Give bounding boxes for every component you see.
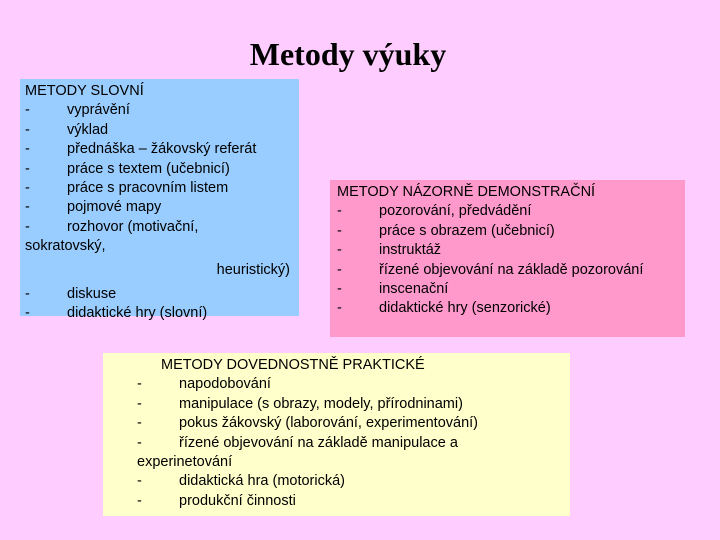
list-dash: - xyxy=(25,286,30,303)
list-item xyxy=(25,285,299,304)
list-dash: - xyxy=(25,180,30,197)
list-item xyxy=(25,140,299,159)
list-dash: - xyxy=(137,473,142,490)
list-item-text: didaktické hry (slovní) xyxy=(67,305,208,322)
list-dash: - xyxy=(25,160,30,177)
list-item-text: rozhovor (motivační, xyxy=(67,218,199,235)
list-item xyxy=(137,472,570,491)
list-dash: - xyxy=(25,199,30,216)
list-item-text: řízené objevování na základě pozorování xyxy=(379,261,644,278)
list-dash: - xyxy=(337,261,342,278)
list-item xyxy=(137,414,570,433)
practical-methods-heading: METODY DOVEDNOSTNĚ PRAKTICKÉ xyxy=(161,357,425,373)
list-item xyxy=(337,202,685,221)
list-item-text: pojmové mapy xyxy=(67,199,162,216)
list-dash: - xyxy=(137,415,142,432)
practical-methods-box xyxy=(103,353,570,516)
list-item-text: pokus žákovský (laborování, experimentování) xyxy=(179,415,479,432)
list-item-text: výklad xyxy=(67,121,109,138)
list-item xyxy=(25,121,299,140)
list-item xyxy=(337,280,685,299)
list-dash: - xyxy=(137,395,142,412)
list-dash: - xyxy=(337,222,342,239)
list-item-text: diskuse xyxy=(67,286,117,303)
list-item-text: práce s pracovním listem xyxy=(67,180,229,197)
list-item-text: řízené objevování na základě manipulace a xyxy=(179,434,458,451)
list-item-text: didaktická hra (motorická) xyxy=(179,473,345,490)
list-dash: - xyxy=(25,305,30,322)
list-item-text: produkční činnosti xyxy=(179,492,296,509)
visual-methods-heading: METODY NÁZORNĚ DEMONSTRAČNÍ xyxy=(337,184,596,200)
list-item xyxy=(337,241,685,260)
list-item xyxy=(25,101,299,120)
list-item xyxy=(337,222,685,241)
list-item-text: manipulace (s obrazy, modely, přírodninami) xyxy=(179,395,463,412)
list-dash: - xyxy=(137,376,142,393)
list-dash: - xyxy=(25,141,30,158)
list-item xyxy=(137,375,570,394)
list-item-text: napodobování xyxy=(179,376,271,393)
list-dash: - xyxy=(337,281,342,298)
list-item xyxy=(25,198,299,217)
list-dash: - xyxy=(137,434,142,451)
list-item xyxy=(25,218,299,237)
list-item xyxy=(137,395,570,414)
list-dash: - xyxy=(25,218,30,235)
visual-methods-box xyxy=(330,180,685,337)
list-item xyxy=(25,304,299,323)
list-item-text: práce s textem (učebnicí) xyxy=(67,160,230,177)
list-dash: - xyxy=(25,102,30,119)
verbal-methods-heading: METODY SLOVNÍ xyxy=(25,83,144,99)
list-item-text: instruktáž xyxy=(379,242,442,259)
list-item-text: přednáška – žákovský referát xyxy=(67,141,257,158)
list-item-text: inscenační xyxy=(379,281,449,298)
list-item xyxy=(25,179,299,198)
list-dash: - xyxy=(137,492,142,509)
list-item xyxy=(137,492,570,511)
list-item xyxy=(25,160,299,179)
list-item xyxy=(337,299,685,318)
verbal-methods-box xyxy=(20,79,299,322)
list-item xyxy=(137,434,570,453)
list-item-continuation: experinetování xyxy=(137,454,233,471)
list-dash: - xyxy=(337,203,342,220)
list-item-text: práce s obrazem (učebnicí) xyxy=(379,222,555,239)
list-dash: - xyxy=(337,242,342,259)
slide-title: Metody výuky xyxy=(249,36,447,72)
list-item-text: pozorování, předvádění xyxy=(379,203,532,220)
list-dash: - xyxy=(337,300,342,317)
list-item-text: didaktické hry (senzorické) xyxy=(379,300,551,317)
list-item-continuation: sokratovský, xyxy=(25,238,106,255)
list-item xyxy=(337,261,685,280)
list-dash: - xyxy=(25,121,30,138)
list-item-text: vyprávění xyxy=(67,102,130,119)
list-item-continuation: heuristický) xyxy=(216,261,290,278)
